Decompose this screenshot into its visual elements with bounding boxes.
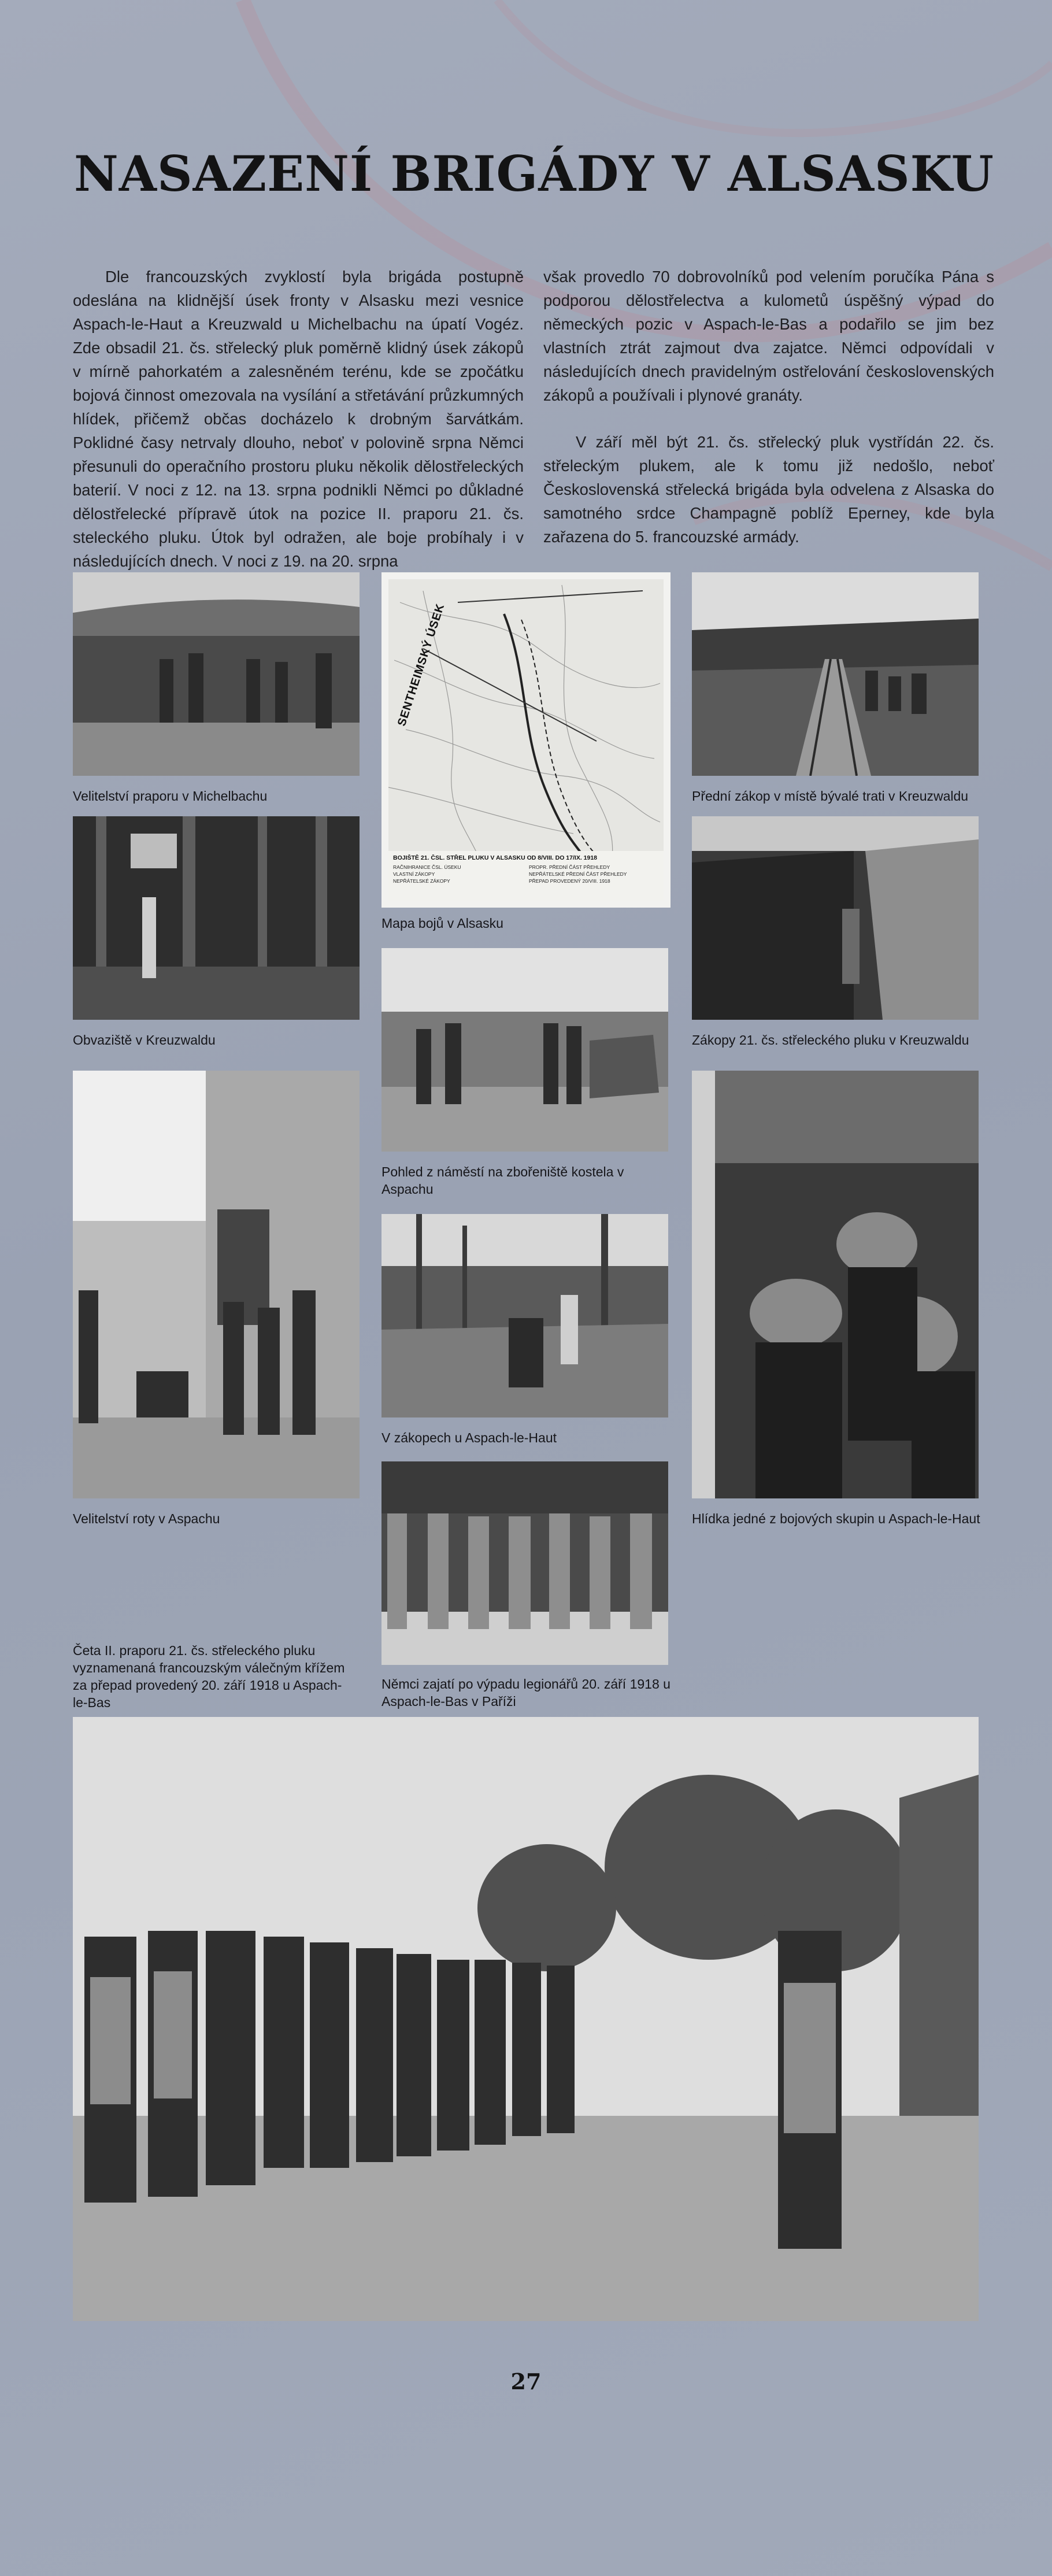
photo-decorated-platoon: [73, 1717, 979, 2321]
map-legend-title: BOJIŠTĚ 21. ČSL. STŘEL PLUKU V ALSASKU OD 8/VIII. DO 17/IX. 1918: [393, 854, 598, 861]
photo-company-hq: [73, 1071, 360, 1498]
photo-battalion-hq: [73, 572, 360, 776]
battle-map: [381, 572, 671, 908]
map-sector-label: SENTHEIMSKÝ ÚSEK: [395, 602, 447, 728]
caption: Zákopy 21. čs. střeleckého pluku v Kreuzwaldu: [692, 1032, 969, 1048]
photo-patrol: [692, 1071, 979, 1498]
photo-church-ruins: [381, 948, 668, 1152]
paragraph: V září měl být 21. čs. střelecký pluk vystřídán 22. čs. střeleckým plukem, ale k tomu již nedošlo, neboť Československá střelecká brigáda byla odvelena z Alsaska do samotného srdce Champagně poblíž Eperney, kde byla zařazena do 5. francouzské armády.: [543, 433, 994, 546]
photo-dressing-station: [73, 816, 360, 1020]
caption: Hlídka jedné z bojových skupin u Aspach-le-Haut: [692, 1511, 980, 1526]
photo-trenches-kreuzwald: [692, 816, 979, 1020]
caption: Četa II. praporu 21. čs. střeleckého pluku vyznamenaná francouzským válečným křížem za přepad provedený 20. září 1918 u Aspach-le-Bas: [73, 1643, 345, 1710]
map-legend-item: PROPR. PŘEDNÍ ČÁST PŘEHLEDY: [529, 864, 610, 870]
paragraph: Dle francouzských zvyklostí byla brigáda postupně odeslána na klidnější úsek fronty v Alsasku mezi vesnice Aspach-le-Haut a Kreuzwald u Michelbachu na úpatí Vogéz. Zde obsadil 21. čs. střelecký pluk poměrně klidný úsek zákopů v mírně pahorkatém a zalesněném terénu, kde se zpočátku bojová činnost omezovala na vysílání a střetávání průzkumných hlídek, přičemž občas docházelo k drobným šarvátkám. Poklidné časy netrvaly dlouho, neboť v polovině srpna Němci přesunuli do operačního prostoru pluku několik dělostřeleckých baterií. V noci z 12. na 13. srpna podnikli Němci po důkladné dělostřelecké přípravě útok na pozice II. praporu 21. čs. steleckého pluku. Útok byl odražen, ale boje probíhaly i v následujících dnech. V noci z 19. na 20. srpna: [73, 268, 524, 570]
map-legend: [393, 854, 659, 884]
map-legend-item: RAČNIHRANICE ČSL. ÚSEKU: [393, 864, 461, 870]
map-legend-item: PŘEPAD PROVEDENÝ 20/VIII. 1918: [529, 878, 610, 884]
body-text-right: [543, 265, 994, 549]
page-number: 27: [510, 2368, 542, 2394]
caption: Velitelství roty v Aspachu: [73, 1511, 220, 1526]
caption: Pohled z náměstí na zbořeniště kostela v Aspachu: [381, 1164, 624, 1197]
body-text-left: [73, 265, 524, 573]
photo-railway-trench: [692, 572, 979, 776]
paragraph: však provedlo 70 dobrovolníků pod velením poručíka Pána s podporou dělostřelectva a kulometů úspěšný výpad do německých pozic v Aspach-le-Bas a podařilo se jim bez vlastních ztrát zajmout dva zajatce. Němci odpovídali v následujících dnech pravidelným ostřelování československých zákopů a používali i plynové granáty.: [543, 268, 994, 404]
caption: Mapa bojů v Alsasku: [381, 916, 503, 931]
map-legend-item: VLASTNÍ ZÁKOPY: [393, 871, 435, 877]
map-legend-item: NEPŘÁTELSKÉ ZÁKOPY: [393, 878, 450, 884]
caption: V zákopech u Aspach-le-Haut: [381, 1430, 557, 1445]
photo-in-trenches: [381, 1214, 668, 1417]
caption: Přední zákop v místě bývalé trati v Kreuzwaldu: [692, 789, 969, 804]
photo-german-prisoners: [381, 1461, 668, 1665]
caption: Němci zajatí po výpadu legionářů 20. září 1918 u Aspach-le-Bas v Paříži: [381, 1676, 671, 1709]
map-legend-item: NEPŘÁTELSKÉ PŘEDNÍ ČÁST PŘEHLEDY: [529, 871, 627, 877]
caption: Velitelství praporu v Michelbachu: [73, 789, 268, 804]
caption: Obvaziště v Kreuzwaldu: [73, 1032, 216, 1048]
page-title: NASAZENÍ BRIGÁDY V ALSASKU: [74, 145, 994, 203]
